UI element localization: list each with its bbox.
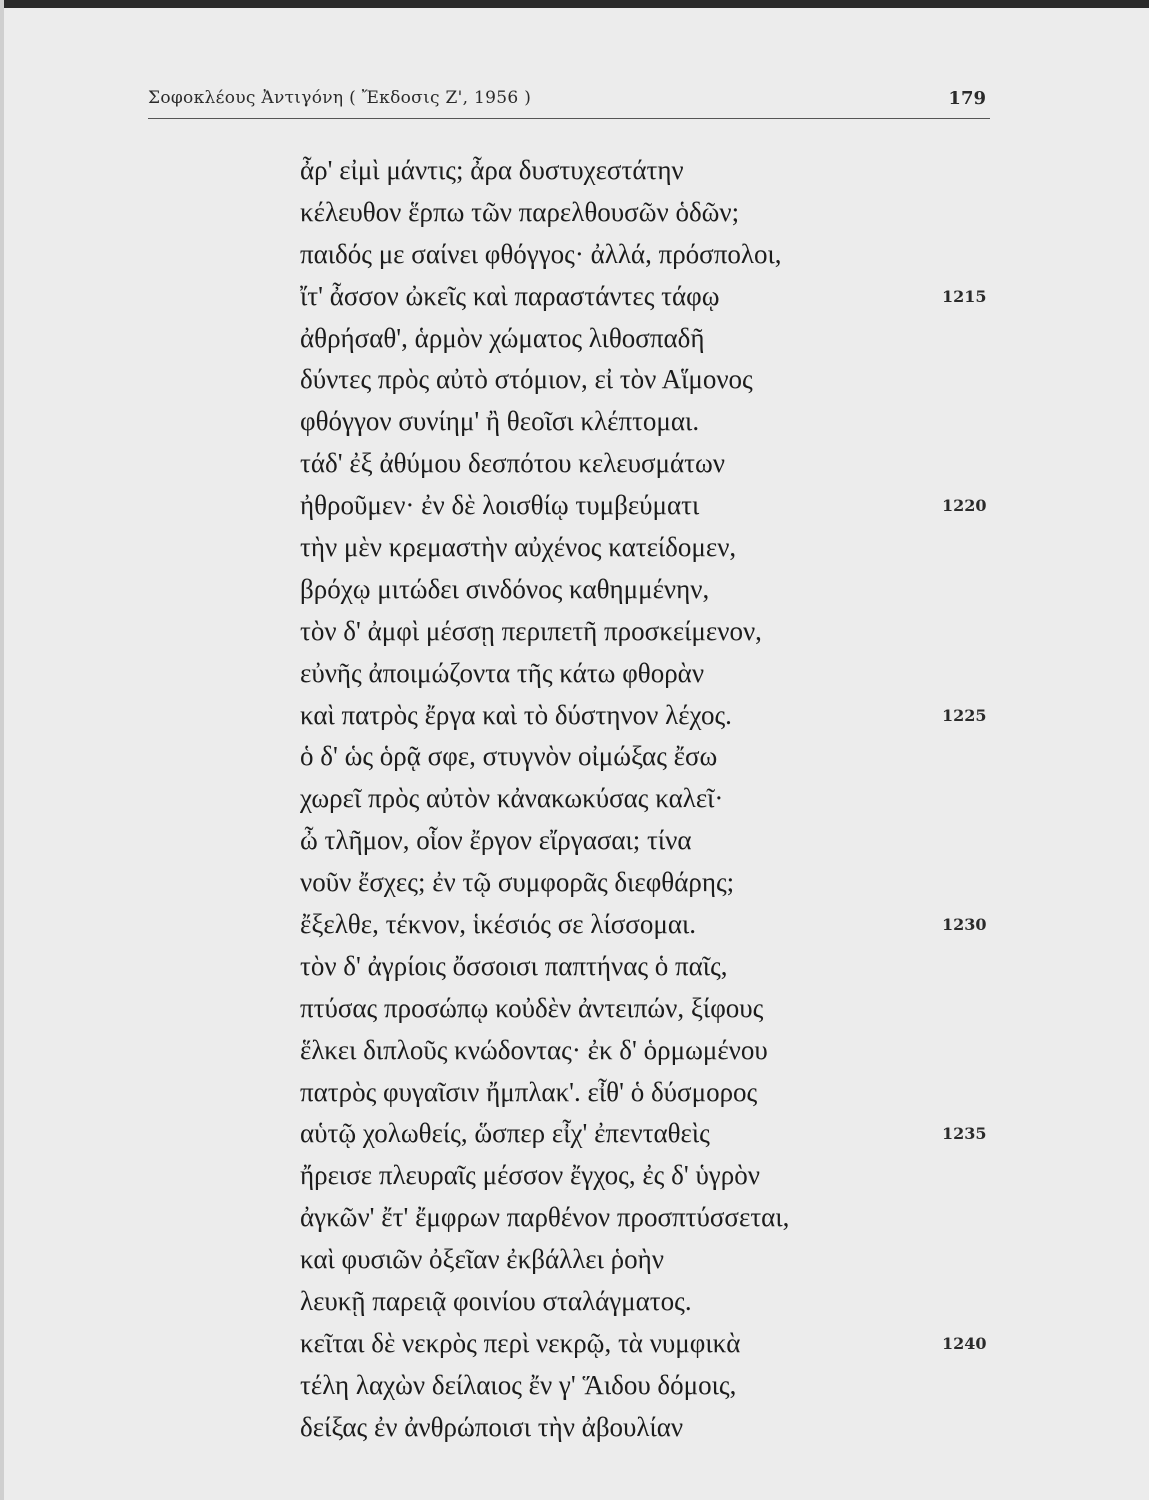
verse-line — [0, 234, 1149, 276]
verse-text: χωρεῖ πρὸς αὐτὸν κἀνακωκύσας καλεῖ· — [300, 783, 724, 814]
verse-line — [0, 1239, 1149, 1281]
line-number: 1215 — [942, 286, 987, 306]
verse-line — [0, 1030, 1149, 1072]
verse-text: καὶ πατρὸς ἔργα καὶ τὸ δύστηνον λέχος. — [300, 699, 732, 730]
verse-text: τὸν δ' ἀμφὶ μέσσῃ περιπετῆ προσκείμενον, — [300, 615, 762, 646]
verse-text: φθόγγον συνίημ' ἢ θεοῖσι κλέπτομαι. — [300, 406, 700, 437]
line-number: 1235 — [942, 1124, 987, 1144]
verse-text: βρόχῳ μιτώδει σινδόνος καθημμένην, — [300, 573, 710, 604]
verse-text: αὑτῷ χολωθείς, ὥσπερ εἶχ' ἐπενταθεὶς — [300, 1118, 710, 1149]
verse-text: ἤρεισε πλευραῖς μέσσον ἔγχος, ἐς δ' ὑγρὸν — [300, 1160, 760, 1191]
verse-text: λευκῇ παρειᾷ φοινίου σταλάγματος. — [300, 1286, 692, 1317]
verse-line — [0, 1113, 1149, 1155]
line-number: 1220 — [942, 496, 987, 516]
line-number: 1230 — [942, 915, 987, 935]
verse-text: παιδός με σαίνει φθόγγος· ἀλλά, πρόσπολοι, — [300, 238, 782, 269]
verse-text: ἴτ' ἆσσον ὠκεῖς καὶ παραστάντες τάφῳ — [300, 280, 720, 311]
verse-text: ἀθρήσαθ', ἁρμὸν χώματος λιθοσπαδῆ — [300, 322, 705, 353]
line-number: 1225 — [942, 705, 987, 725]
verse-line — [0, 443, 1149, 485]
verse-line — [0, 401, 1149, 443]
verse-text: ἆρ' εἰμὶ μάντις; ἆρα δυστυχεστάτην — [300, 155, 684, 185]
verse-line — [0, 695, 1149, 737]
verse-text: πτύσας προσώπῳ κοὐδὲν ἀντειπών, ξίφους — [300, 992, 764, 1023]
verse-text: τάδ' ἐξ ἀθύμου δεσπότου κελευσμάτων — [300, 448, 725, 479]
verse-line — [0, 611, 1149, 653]
verse-text: νοῦν ἔσχες; ἐν τῷ συμφορᾶς διεφθάρης; — [300, 867, 735, 898]
verse-text: εὐνῆς ἀποιμώζοντα τῆς κάτω φθορὰν — [300, 657, 705, 688]
verse-text: δείξας ἐν ἀνθρώποισι τὴν ἀβουλίαν — [300, 1411, 684, 1442]
verse-line — [0, 904, 1149, 946]
verse-line — [0, 1407, 1149, 1449]
verse-text: τὸν δ' ἀγρίοις ὄσσοισι παπτήνας ὁ παῖς, — [300, 950, 728, 981]
verse-line — [0, 736, 1149, 778]
verse-list — [0, 150, 1149, 1449]
verse-text: ὦ τλῆμον, οἷον ἔργον εἴργασαι; τίνα — [300, 825, 692, 856]
verse-text: ἔξελθε, τέκνον, ἱκέσιός σε λίσσομαι. — [300, 909, 696, 940]
verse-line — [0, 192, 1149, 234]
line-number: 1240 — [942, 1333, 987, 1353]
page-number: 179 — [948, 88, 986, 109]
verse-line — [0, 820, 1149, 862]
verse-line — [0, 1365, 1149, 1407]
verse-text: δύντες πρὸς αὐτὸ στόμιον, εἰ τὸν Αἵμονος — [300, 364, 753, 395]
verse-text: πατρὸς φυγαῖσιν ἤμπλακ'. εἶθ' ὁ δύσμορος — [300, 1076, 758, 1107]
verse-line — [0, 318, 1149, 360]
verse-text: κεῖται δὲ νεκρὸς περὶ νεκρῷ, τὰ νυμφικὰ — [300, 1327, 741, 1358]
page-header — [148, 88, 990, 119]
verse-text: ἠθροῦμεν· ἐν δὲ λοισθίῳ τυμβεύματι — [300, 490, 700, 521]
verse-line — [0, 1197, 1149, 1239]
verse-line — [0, 276, 1149, 318]
page-top-edge — [0, 0, 1149, 8]
verse-text: ἀγκῶν' ἔτ' ἔμφρων παρθένον προσπτύσσεται, — [300, 1202, 790, 1233]
verse-text: ἕλκει διπλοῦς κνώδοντας· ἐκ δ' ὁρμωμένου — [300, 1034, 768, 1065]
verse-line — [0, 1072, 1149, 1114]
verse-line — [0, 527, 1149, 569]
verse-line — [0, 778, 1149, 820]
verse-text: καὶ φυσιῶν ὀξεῖαν ἐκβάλλει ῥοὴν — [300, 1244, 664, 1275]
verse-line — [0, 946, 1149, 988]
verse-line — [0, 150, 1149, 192]
verse-line — [0, 653, 1149, 695]
verse-line — [0, 1155, 1149, 1197]
verse-line — [0, 485, 1149, 527]
verse-text: τὴν μὲν κρεμαστὴν αὐχένος κατείδομεν, — [300, 532, 737, 563]
verse-line — [0, 569, 1149, 611]
verse-line — [0, 359, 1149, 401]
verse-line — [0, 862, 1149, 904]
verse-line — [0, 1323, 1149, 1365]
verse-text: τέλη λαχὼν δείλαιος ἔν γ' Ἅιδου δόμοις, — [300, 1369, 737, 1400]
verse-line — [0, 1281, 1149, 1323]
running-title: Σοφοκλέους Ἀντιγόνη ( Ἔκδοσις Ζ', 1956 ) — [148, 88, 532, 108]
verse-text: κέλευθον ἕρπω τῶν παρελθουσῶν ὁδῶν; — [300, 196, 740, 227]
verse-text: ὁ δ' ὡς ὁρᾷ σφε, στυγνὸν οἰμώξας ἔσω — [300, 741, 718, 772]
verse-line — [0, 988, 1149, 1030]
